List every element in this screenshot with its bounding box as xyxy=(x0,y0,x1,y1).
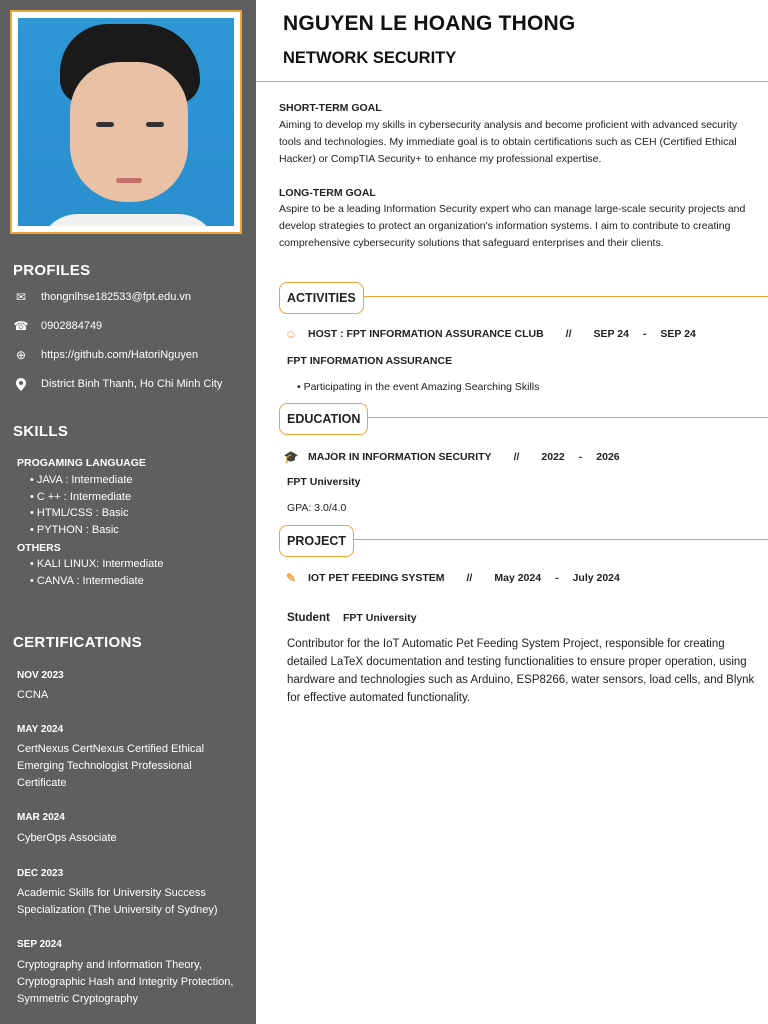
separator: // xyxy=(513,451,520,463)
education-heading: EDUCATION xyxy=(279,403,368,435)
phone-text: 0902884749 xyxy=(41,320,103,332)
education-gpa: GPA: 3.0/4.0 xyxy=(287,502,347,514)
project-org: FPT University xyxy=(343,612,417,624)
candidate-title: NETWORK SECURITY xyxy=(283,49,457,67)
edit-document-icon: ✎ xyxy=(285,571,297,585)
cert-name: Cryptography and Information Theory, Cryptographic Hash and Integrity Protection, Symmetric Cryptography xyxy=(17,959,234,1005)
education-end: 2026 xyxy=(596,451,620,463)
location-pin-icon xyxy=(13,377,29,391)
cert-name: CertNexus CertNexus Certified Ethical Emerging Technologist Professional Certificate xyxy=(17,743,205,789)
project-start: May 2024 xyxy=(494,572,542,584)
activities-line xyxy=(356,296,768,297)
project-role: Student xyxy=(287,612,330,624)
project-description: Contributor for the IoT Automatic Pet Feeding System Project, responsible for creating detailed LaTeX documentation and testing functionalities to ensure proper operation, using hardware and technologies such as Arduino, ESP8266, water sensors, load cells, and Blynk for effective automated functionality. xyxy=(287,638,755,704)
date-dash: - xyxy=(642,328,647,340)
email-text: thongnlhse182533@fpt.edu.vn xyxy=(41,291,192,303)
project-role-line xyxy=(287,612,417,624)
globe-icon: ⊕ xyxy=(15,348,27,362)
person-icon: ☺ xyxy=(284,327,298,341)
profile-photo-frame xyxy=(10,10,242,234)
cert-name: CCNA xyxy=(17,689,49,701)
address-text: District Binh Thanh, Ho Chi Minh City xyxy=(41,378,223,390)
skill-item: • JAVA : Intermediate xyxy=(30,474,133,486)
envelope-icon: ✉ xyxy=(15,290,27,304)
project-end: July 2024 xyxy=(572,572,620,584)
project-line xyxy=(352,539,768,540)
cert-name: CyberOps Associate xyxy=(17,832,117,844)
sidebar xyxy=(0,0,256,1024)
certifications-heading: CERTIFICATIONS xyxy=(13,634,142,651)
activity-org: FPT INFORMATION ASSURANCE xyxy=(287,355,453,367)
activities-heading: ACTIVITIES xyxy=(279,282,364,314)
separator: // xyxy=(466,572,473,584)
education-school: FPT University xyxy=(287,476,361,488)
profiles-heading: PROFILES xyxy=(13,262,91,279)
education-line xyxy=(366,417,768,418)
education-row xyxy=(283,450,620,464)
date-dash: - xyxy=(555,572,559,584)
cert-name: Academic Skills for University Success Specialization (The University of Sydney) xyxy=(17,887,218,916)
others-heading: OTHERS xyxy=(17,542,61,554)
education-major: MAJOR IN INFORMATION SECURITY xyxy=(308,451,492,463)
main-content xyxy=(256,0,768,1024)
skill-item: • CANVA : Intermediate xyxy=(30,575,144,587)
project-name: IOT PET FEEDING SYSTEM xyxy=(308,572,445,584)
activity-bullet: • Participating in the event Amazing Searching Skills xyxy=(297,381,540,393)
separator: // xyxy=(565,328,572,340)
contact-phone[interactable] xyxy=(13,319,102,333)
activity-end: SEP 24 xyxy=(660,328,696,340)
project-row xyxy=(283,571,620,585)
cert-date: NOV 2023 xyxy=(17,670,64,681)
cert-date: MAY 2024 xyxy=(17,724,64,735)
skill-item: • PYTHON : Basic xyxy=(30,524,119,536)
contact-github[interactable] xyxy=(13,348,198,362)
github-text: https://github.com/HatoriNguyen xyxy=(41,349,199,361)
activity-role: HOST : FPT INFORMATION ASSURANCE CLUB xyxy=(308,328,544,340)
long-term-goal-text: Aspire to be a leading Information Security expert who can manage large-scale security projects and develop strategies to protect an organization's information systems. I aim to contribute to creating comprehensive cybersecurity solutions that safeguard enterprises and their clients. xyxy=(279,203,746,249)
short-term-goal-text: Aiming to develop my skills in cybersecurity analysis and become proficient with advanced security tools and technologies. My immediate goal is to obtain certifications such as CEH (Certified Ethical Hacker) or CompTIA Security+ to enhance my professional expertise. xyxy=(279,119,738,165)
skill-item: • KALI LINUX: Intermediate xyxy=(30,558,164,570)
profile-photo xyxy=(18,18,234,226)
date-dash: - xyxy=(578,451,583,463)
short-term-goal-heading: SHORT-TERM GOAL xyxy=(279,102,382,114)
programming-heading: PROGAMING LANGUAGE xyxy=(17,457,146,469)
candidate-name: NGUYEN LE HOANG THONG xyxy=(283,12,576,35)
skill-item: • C ++ : Intermediate xyxy=(30,491,132,503)
skill-item: • HTML/CSS : Basic xyxy=(30,507,129,519)
cert-date: SEP 2024 xyxy=(17,939,62,950)
activity-row xyxy=(283,327,696,341)
graduation-cap-icon: 🎓 xyxy=(283,450,299,464)
phone-icon: ☎ xyxy=(13,319,29,333)
activity-start: SEP 24 xyxy=(593,328,629,340)
long-term-goal-heading: LONG-TERM GOAL xyxy=(279,187,376,199)
contact-address xyxy=(13,377,222,391)
project-heading: PROJECT xyxy=(279,525,354,557)
cert-date: MAR 2024 xyxy=(17,812,65,823)
header-divider xyxy=(256,81,768,82)
education-start: 2022 xyxy=(541,451,565,463)
skills-heading: SKILLS xyxy=(13,423,69,440)
contact-email[interactable] xyxy=(13,290,191,304)
cert-date: DEC 2023 xyxy=(17,868,64,879)
